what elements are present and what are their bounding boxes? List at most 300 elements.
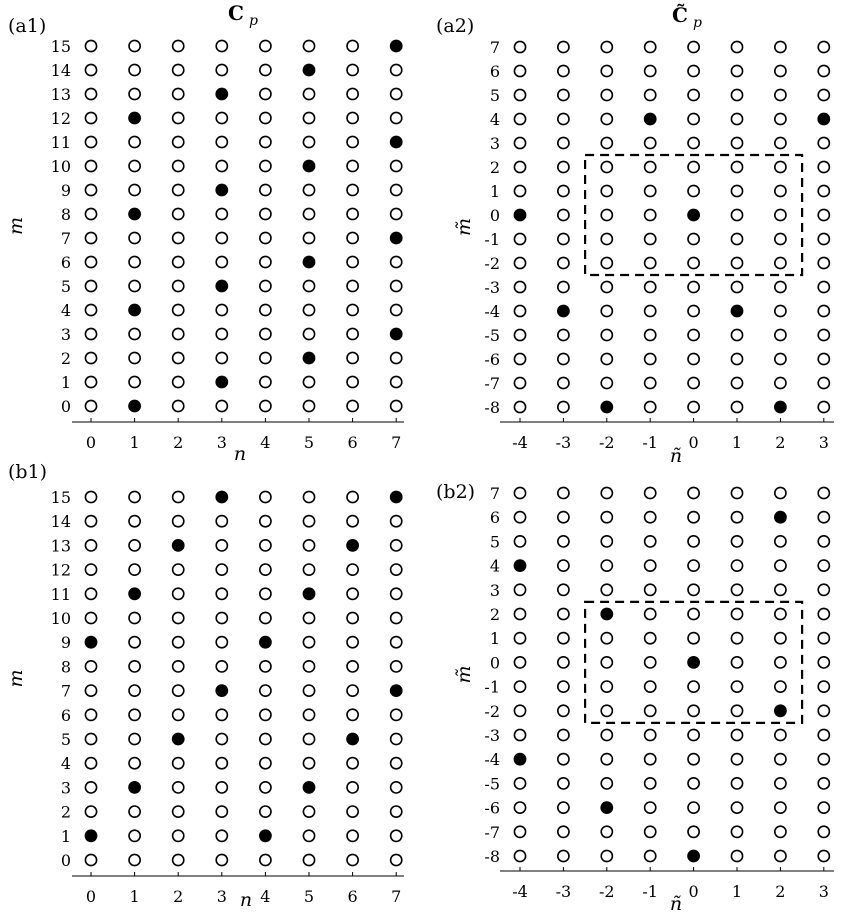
empty-point [688,536,699,547]
empty-point [731,401,742,412]
x-tick-label: 1 [129,433,140,452]
y-tick-label: -7 [484,822,500,842]
y-tick-label: 1 [489,182,500,201]
empty-point [216,232,227,243]
empty-point [558,209,569,220]
empty-point [558,113,569,124]
empty-point [688,401,699,412]
empty-point [688,233,699,244]
empty-point [645,778,656,789]
filled-point [818,113,829,124]
y-tick-label: 3 [60,325,71,344]
empty-point [688,512,699,523]
empty-point [173,588,184,599]
empty-point [688,377,699,388]
empty-point [173,304,184,315]
empty-point [173,400,184,411]
x-tick-label: 3 [216,433,227,452]
empty-point [514,850,525,861]
y-tick-label: 13 [50,85,71,104]
y-tick-label: 11 [50,133,71,152]
empty-point [601,826,612,837]
filled-point [260,830,271,841]
filled-point [303,160,314,171]
empty-point [601,487,612,498]
empty-point [216,612,227,623]
empty-point [260,232,271,243]
y-axis-label: m [5,669,27,688]
x-tick-label: 5 [303,887,315,906]
y-tick-label: 14 [50,61,71,80]
panel-title-subscript: p [249,13,258,29]
empty-point [731,185,742,196]
empty-point [173,830,184,841]
empty-point [216,400,227,411]
empty-point [129,376,140,387]
empty-point [85,564,96,575]
x-tick-label: 4 [260,887,271,906]
empty-point [260,782,271,793]
empty-point [303,733,314,744]
filled-point [303,64,314,75]
empty-point [173,136,184,147]
y-axis-label: m [5,216,27,236]
x-tick-label: -4 [512,882,528,901]
y-axis-label: m̃ [453,217,475,237]
panel-title: C [228,1,244,25]
x-tick-label: 0 [688,882,699,901]
empty-point [129,136,140,147]
empty-point [645,329,656,340]
empty-point [601,850,612,861]
empty-point [514,353,525,364]
filled-point [129,304,140,315]
empty-point [688,487,699,498]
empty-point [303,328,314,339]
empty-point [775,754,786,765]
x-tick-label: 3 [216,887,227,906]
y-tick-label: -4 [484,750,500,770]
empty-point [347,782,358,793]
panel-title: C̃ [672,3,688,27]
empty-point [260,40,271,51]
empty-point [347,758,358,769]
empty-point [601,257,612,268]
empty-point [173,160,184,171]
empty-point [85,256,96,267]
empty-point [129,709,140,720]
empty-point [775,41,786,52]
empty-point [688,257,699,268]
empty-point [731,161,742,172]
empty-point [85,376,96,387]
empty-point [85,685,96,696]
empty-point [688,137,699,148]
empty-point [818,487,829,498]
empty-point [303,637,314,648]
empty-point [731,608,742,619]
y-tick-label: -4 [484,302,500,321]
empty-point [129,352,140,363]
empty-point [391,564,402,575]
x-tick-label: 3 [818,882,829,901]
x-tick-label: -1 [642,882,658,901]
x-tick-label: 2 [775,882,786,901]
filled-point [775,705,786,716]
empty-point [775,560,786,571]
empty-point [260,112,271,123]
empty-point [391,304,402,315]
y-tick-label: -1 [484,230,500,249]
y-tick-label: 1 [489,629,500,649]
empty-point [85,328,96,339]
filled-point [216,88,227,99]
empty-point [775,329,786,340]
empty-point [85,40,96,51]
y-tick-label: 0 [60,397,71,416]
empty-point [303,661,314,672]
empty-point [347,328,358,339]
empty-point [775,681,786,692]
empty-point [347,588,358,599]
empty-point [601,185,612,196]
empty-point [303,376,314,387]
empty-point [645,850,656,861]
y-tick-label: 6 [489,508,500,528]
empty-point [645,161,656,172]
x-tick-label: 1 [731,433,743,452]
empty-point [775,185,786,196]
y-tick-label: 7 [489,38,500,57]
empty-point [514,329,525,340]
empty-point [645,512,656,523]
empty-point [775,281,786,292]
filled-point [391,685,402,696]
filled-point [514,560,525,571]
empty-point [260,661,271,672]
empty-point [775,657,786,668]
empty-point [514,487,525,498]
empty-point [216,304,227,315]
empty-point [731,41,742,52]
empty-point [731,778,742,789]
empty-point [818,185,829,196]
empty-point [688,89,699,100]
empty-point [216,208,227,219]
empty-point [731,826,742,837]
empty-point [85,661,96,672]
empty-point [514,705,525,716]
filled-point [216,280,227,291]
empty-point [514,584,525,595]
empty-point [775,536,786,547]
y-tick-label: 1 [60,373,71,392]
empty-point [775,209,786,220]
empty-point [775,802,786,813]
empty-point [645,305,656,316]
empty-point [558,401,569,412]
empty-point [85,709,96,720]
empty-point [731,209,742,220]
empty-point [558,377,569,388]
filled-point [216,184,227,195]
filled-point [129,400,140,411]
empty-point [85,160,96,171]
empty-point [391,612,402,623]
empty-point [601,353,612,364]
empty-point [514,536,525,547]
x-axis-label: n [239,889,253,911]
empty-point [391,758,402,769]
empty-point [818,778,829,789]
empty-point [303,88,314,99]
empty-point [688,754,699,765]
empty-point [303,830,314,841]
empty-point [731,233,742,244]
x-tick-label: 6 [347,887,358,906]
x-tick-label: 2 [775,433,786,452]
empty-point [688,185,699,196]
empty-point [688,161,699,172]
y-tick-label: -3 [484,278,500,297]
empty-point [260,709,271,720]
empty-point [731,754,742,765]
empty-point [260,160,271,171]
empty-point [645,185,656,196]
empty-point [303,516,314,527]
empty-point [260,304,271,315]
filled-point [601,802,612,813]
filled-point [303,782,314,793]
y-tick-label: -6 [484,350,500,369]
y-tick-label: 10 [50,609,71,628]
empty-point [601,137,612,148]
empty-point [601,209,612,220]
empty-point [818,329,829,340]
y-tick-label: 2 [489,605,500,624]
empty-point [216,40,227,51]
filled-point [731,305,742,316]
empty-point [391,64,402,75]
y-tick-label: 2 [60,802,71,822]
empty-point [818,536,829,547]
empty-point [391,806,402,817]
empty-point [731,377,742,388]
empty-point [129,540,140,551]
empty-point [775,826,786,837]
empty-point [85,612,96,623]
empty-point [688,560,699,571]
empty-point [645,209,656,220]
empty-point [688,353,699,364]
panel-a2 [436,3,834,467]
empty-point [347,516,358,527]
empty-point [818,401,829,412]
empty-point [85,184,96,195]
empty-point [303,232,314,243]
empty-point [260,328,271,339]
filled-point [688,850,699,861]
empty-point [85,491,96,502]
empty-point [216,160,227,171]
empty-point [85,516,96,527]
empty-point [775,778,786,789]
empty-point [260,136,271,147]
empty-point [216,806,227,817]
empty-point [260,758,271,769]
empty-point [558,681,569,692]
empty-point [558,89,569,100]
empty-point [303,280,314,291]
empty-point [85,782,96,793]
empty-point [645,633,656,644]
x-tick-label: -2 [599,882,615,901]
y-tick-label: 5 [489,532,500,552]
empty-point [85,733,96,744]
empty-point [303,854,314,865]
empty-point [173,208,184,219]
empty-point [129,160,140,171]
empty-point [775,487,786,498]
empty-point [688,41,699,52]
empty-point [129,88,140,99]
empty-point [173,854,184,865]
y-tick-label: 9 [60,633,71,653]
empty-point [347,280,358,291]
empty-point [216,328,227,339]
empty-point [558,233,569,244]
empty-point [260,588,271,599]
empty-point [514,89,525,100]
x-tick-label: 2 [173,433,184,452]
empty-point [645,560,656,571]
x-axis-label: ñ [669,445,683,467]
empty-point [514,65,525,76]
empty-point [818,633,829,644]
empty-point [731,512,742,523]
empty-point [347,352,358,363]
y-tick-label: 13 [50,536,71,556]
empty-point [173,88,184,99]
empty-point [173,40,184,51]
x-tick-label: 4 [260,433,271,452]
empty-point [347,806,358,817]
empty-point [731,681,742,692]
empty-point [303,806,314,817]
y-axis-label: m̃ [453,665,475,684]
empty-point [260,806,271,817]
empty-point [688,633,699,644]
y-tick-label: -3 [484,726,500,745]
empty-point [260,208,271,219]
empty-point [818,729,829,740]
empty-point [731,657,742,668]
empty-point [601,65,612,76]
empty-point [645,705,656,716]
empty-point [216,709,227,720]
empty-point [514,185,525,196]
empty-point [85,88,96,99]
empty-point [688,65,699,76]
filled-point [391,232,402,243]
filled-point [85,637,96,648]
empty-point [303,304,314,315]
empty-point [558,729,569,740]
empty-point [173,491,184,502]
empty-point [514,233,525,244]
empty-point [129,40,140,51]
empty-point [645,536,656,547]
x-tick-label: 7 [391,433,402,452]
y-tick-label: 3 [489,134,500,153]
empty-point [601,161,612,172]
x-tick-label: -3 [555,882,572,901]
empty-point [260,400,271,411]
empty-point [173,516,184,527]
panel-b1 [5,461,404,911]
filled-point [347,540,358,551]
empty-point [731,487,742,498]
empty-point [818,305,829,316]
empty-point [601,329,612,340]
empty-point [85,540,96,551]
y-tick-label: 10 [50,157,71,176]
empty-point [216,64,227,75]
empty-point [688,729,699,740]
empty-point [514,608,525,619]
y-tick-label: 2 [489,158,500,177]
empty-point [601,681,612,692]
empty-point [391,830,402,841]
x-axis-label: ñ [669,893,683,915]
empty-point [129,280,140,291]
empty-point [558,850,569,861]
empty-point [216,854,227,865]
empty-point [391,709,402,720]
empty-point [645,681,656,692]
empty-point [558,754,569,765]
empty-point [85,304,96,315]
empty-point [173,328,184,339]
empty-point [731,633,742,644]
panel-label: (b1) [8,461,48,483]
empty-point [688,305,699,316]
empty-point [216,540,227,551]
empty-point [818,89,829,100]
empty-point [818,705,829,716]
empty-point [514,305,525,316]
empty-point [129,64,140,75]
empty-point [775,233,786,244]
y-tick-label: 4 [60,301,71,320]
empty-point [303,491,314,502]
empty-point [303,136,314,147]
empty-point [601,305,612,316]
empty-point [775,729,786,740]
filled-point [391,328,402,339]
empty-point [173,112,184,123]
empty-point [260,184,271,195]
filled-point [391,136,402,147]
empty-point [731,113,742,124]
empty-point [216,564,227,575]
empty-point [129,564,140,575]
empty-point [775,161,786,172]
y-tick-label: 6 [60,705,71,725]
y-tick-label: 8 [60,657,71,677]
empty-point [129,328,140,339]
empty-point [645,584,656,595]
